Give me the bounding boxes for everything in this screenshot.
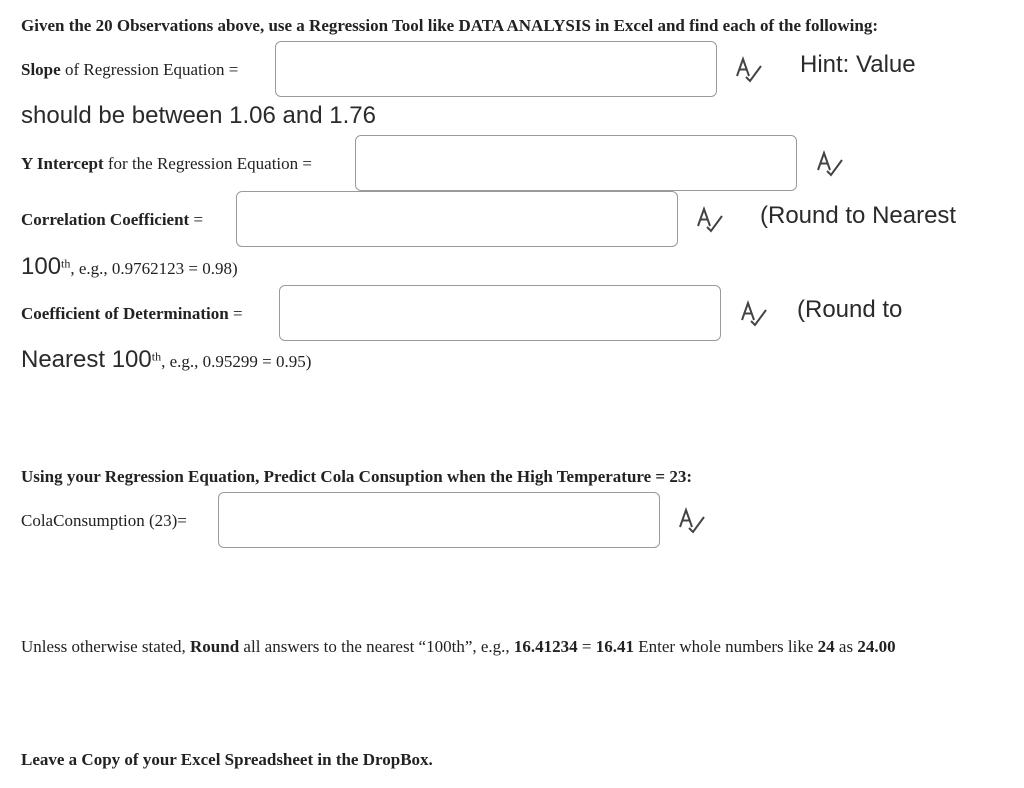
intercept-label — [21, 154, 312, 174]
rounding-b4: 24 — [817, 637, 835, 656]
instructions-heading: Given the 20 Observations above, use a Regression Tool like DATA ANALYSIS in Excel and find each of the following: — [21, 16, 879, 35]
intercept-label-bold: Y Intercept — [21, 154, 104, 173]
correlation-note-sup: th — [61, 256, 71, 271]
correlation-equals: = — [189, 210, 204, 229]
correlation-note-example: , e.g., 0.9762123 = 0.98) — [70, 259, 238, 278]
rounding-p4: Enter whole numbers like — [634, 637, 818, 656]
slope-label-rest: of Regression Equation = — [60, 60, 239, 79]
determination-label-bold: Coefficient of Determination — [21, 304, 229, 323]
rounding-p5: as — [834, 637, 858, 656]
determination-note-line2 — [21, 346, 311, 374]
determination-input[interactable] — [279, 285, 721, 341]
slope-label-bold: Slope — [21, 60, 61, 79]
rounding-p3: = — [577, 637, 596, 656]
rounding-b3: 16.41 — [595, 637, 635, 656]
correlation-note-line1: (Round to Nearest — [760, 202, 957, 229]
rounding-b1: Round — [190, 637, 240, 656]
rounding-instructions — [21, 637, 896, 657]
determination-note-example: , e.g., 0.95299 = 0.95) — [161, 352, 312, 371]
rounding-p1: Unless otherwise stated, — [21, 637, 191, 656]
slope-hint-line1: Hint: Value — [800, 51, 916, 78]
correlation-label — [21, 210, 203, 230]
spell-check-icon[interactable] — [734, 54, 764, 84]
determination-equals: = — [228, 304, 243, 323]
slope-hint-line2: should be between 1.06 and 1.76 — [21, 102, 376, 129]
intercept-label-rest: for the Regression Equation = — [103, 154, 312, 173]
slope-input[interactable] — [275, 41, 717, 97]
determination-note-line1: (Round to — [797, 296, 903, 323]
spell-check-icon[interactable] — [695, 204, 725, 234]
prediction-heading: Using your Regression Equation, Predict Cola Consuption when the High Temperature = 23: — [21, 467, 693, 486]
correlation-note-line2 — [21, 253, 238, 281]
prediction-input[interactable] — [218, 492, 660, 548]
rounding-b2: 16.41234 — [513, 637, 578, 656]
prediction-label: ColaConsumption (23)= — [21, 511, 187, 530]
rounding-b5: 24.00 — [857, 637, 896, 656]
intercept-input[interactable] — [355, 135, 797, 191]
correlation-label-bold: Correlation Coefficient — [21, 210, 190, 229]
correlation-input[interactable] — [236, 191, 678, 247]
spell-check-icon[interactable] — [739, 298, 769, 328]
rounding-p2: all answers to the nearest “100th”, e.g., — [239, 637, 514, 656]
determination-note-sup: th — [151, 349, 162, 364]
dropbox-note: Leave a Copy of your Excel Spreadsheet in the DropBox. — [21, 750, 433, 769]
slope-label — [21, 60, 238, 80]
determination-note-text: Nearest 100 — [21, 346, 152, 373]
spell-check-icon[interactable] — [815, 148, 845, 178]
correlation-note-num: 100 — [21, 253, 62, 280]
spell-check-icon[interactable] — [677, 505, 707, 535]
determination-label — [21, 304, 243, 324]
